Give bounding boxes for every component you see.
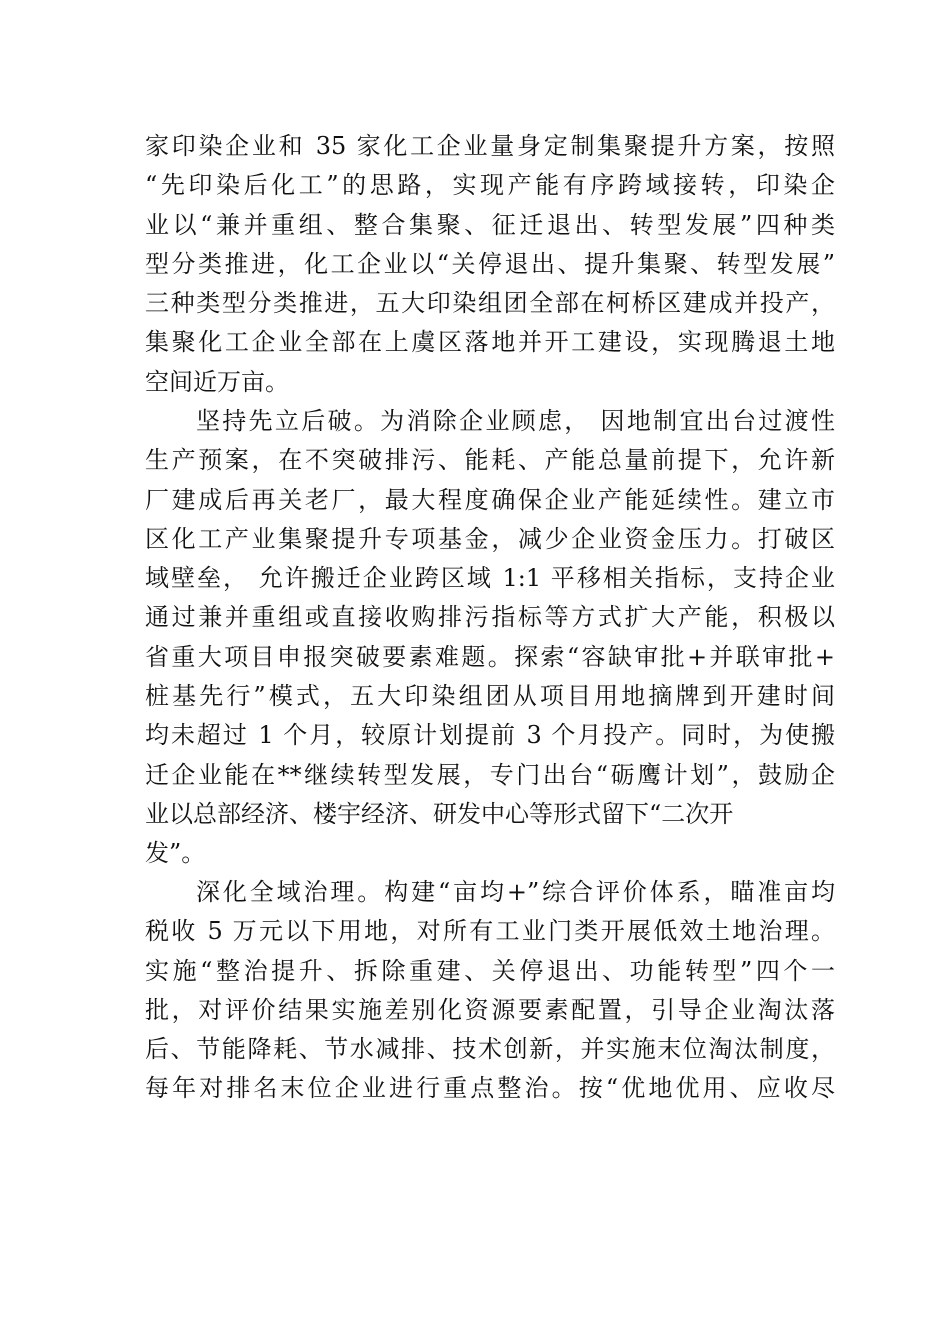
paragraph-2	[145, 402, 835, 874]
paragraph-line: 深化全域治理。构建“亩均+”综合评价体系，瞄准亩均	[196, 878, 835, 906]
paragraph-line: 业以总部经济、楼宇经济、研发中心等形式留下“二次开	[145, 799, 734, 828]
paragraph-line: 型分类推进，化工企业以“关停退出、提升集聚、转型发展”	[145, 249, 835, 278]
paragraph-line: 后、节能降耗、节水减排、技术创新，并实施末位淘汰制度，	[145, 1035, 835, 1064]
paragraph-line: 发”。	[145, 839, 206, 868]
paragraph-line: 家印染企业和 35 家化工企业量身定制集聚提升方案，按照	[145, 132, 835, 160]
paragraph-line: 生产预案，在不突破排污、能耗、产能总量前提下，允许新	[145, 446, 835, 475]
paragraph-line: “先印染后化工”的思路，实现产能有序跨域接转，印染企	[145, 171, 835, 200]
paragraph-line: 三种类型分类推进，五大印染组团全部在柯桥区建成并投产，	[145, 289, 835, 318]
paragraph-line: 区化工产业集聚提升专项基金，减少企业资金压力。打破区	[145, 524, 835, 553]
paragraph-line: 批，对评价结果实施差别化资源要素配置，引导企业淘汰落	[145, 995, 835, 1024]
paragraph-line: 通过兼并重组或直接收购排污指标等方式扩大产能，积极以	[145, 603, 835, 632]
paragraph-line: 均未超过 1 个月，较原计划提前 3 个月投产。同时，为使搬	[145, 721, 835, 750]
paragraph-line: 桩基先行”模式，五大印染组团从项目用地摘牌到开建时间	[145, 682, 835, 711]
paragraph-line: 坚持先立后破。为消除企业顾虑， 因地制宜出台过渡性	[196, 407, 835, 435]
paragraph-line: 域壁垒， 允许搬迁企业跨区域 1:1 平移相关指标，支持企业	[145, 564, 835, 593]
paragraph-3	[145, 873, 835, 1109]
paragraph-line: 税收 5 万元以下用地，对所有工业门类开展低效土地治理。	[145, 917, 835, 946]
paragraph-line: 实施“整治提升、拆除重建、关停退出、功能转型”四个一	[145, 956, 835, 985]
paragraph-line: 省重大项目申报突破要素难题。探索“容缺审批+并联审批+	[145, 642, 835, 671]
paragraph-line: 每年对排名末位企业进行重点整治。按“优地优用、应收尽	[145, 1074, 835, 1103]
paragraph-line: 业以“兼并重组、整合集聚、征迁退出、转型发展”四种类	[145, 210, 835, 239]
paragraph-line: 集聚化工企业全部在上虞区落地并开工建设，实现腾退土地	[145, 328, 835, 357]
paragraph-line: 空间近万亩。	[145, 367, 289, 396]
paragraph-line: 厂建成后再关老厂，最大程度确保企业产能延续性。建立市	[145, 485, 835, 514]
paragraph-1	[145, 127, 835, 402]
paragraph-line: 迁企业能在**继续转型发展，专门出台“砺鹰计划”，鼓励企	[145, 760, 835, 789]
